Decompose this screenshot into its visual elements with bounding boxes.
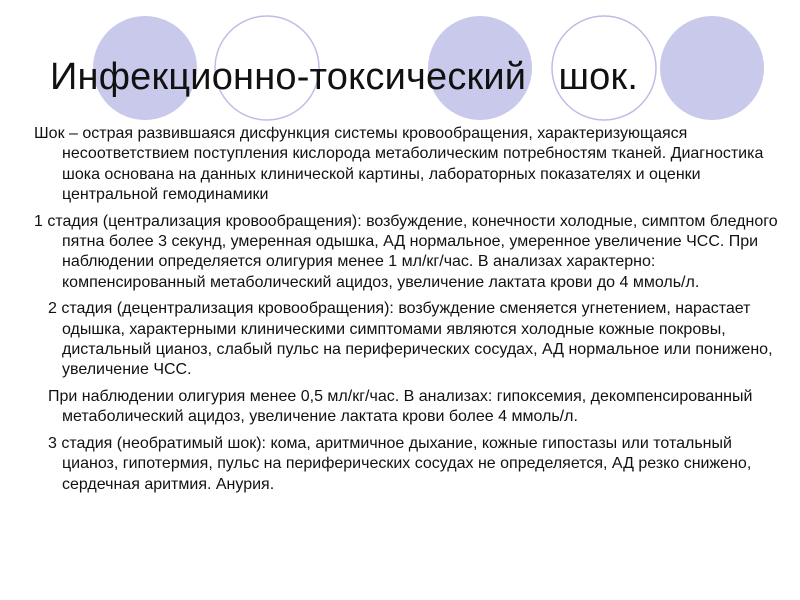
paragraph-stage-1: 1 стадия (централизация кровообращения): возбуждение, конечности холодные, симптом бледного пятна более 3 секунд, умеренная одышка, АД нормальное, умеренное увеличение ЧСС. При наблюдении определяется олигурия менее 1 мл/кг/час. В анализах характерно: компенсированный метаболический ацидоз, увеличение лактата крови до 4 ммоль/л. [34, 212, 778, 291]
paragraph-stage-2-observation: При наблюдении олигурия менее 0,5 мл/кг/час. В анализах: гипоксемия, декомпенсированный метаболический ацидоз, увеличение лактата крови более 4 ммоль/л. [48, 387, 753, 426]
paragraph-stage-2: 2 стадия (децентрализация кровообращения): возбуждение сменяется угнетением, нарастает одышка, характерными клиническими симптомами являются холодные кожные покровы, дистальный цианоз, слабый пульс на периферических сосудах, АД нормальное или понижено, увеличение ЧСС. [48, 300, 773, 379]
paragraph-stage-3: 3 стадия (необратимый шок): кома, аритмичное дыхание, кожные гипостазы или тотальный цианоз, гипотермия, пульс на периферических сосудах не определяется, АД резко снижено, сердечная аритмия. Анурия. [48, 434, 752, 493]
slide-body [34, 124, 779, 501]
slide-title: Инфекционно-токсический шок. [50, 56, 639, 98]
decorative-circle-filled [660, 16, 764, 120]
paragraph-definition: Шок – острая развившаяся дисфункция системы кровообращения, характеризующаяся несоответствием поступления кислорода метаболическим потребностям тканей. Диагностика шока основана на данных клинической картины, лабораторных показателях и оценки центральной гемодинамики [34, 125, 764, 204]
